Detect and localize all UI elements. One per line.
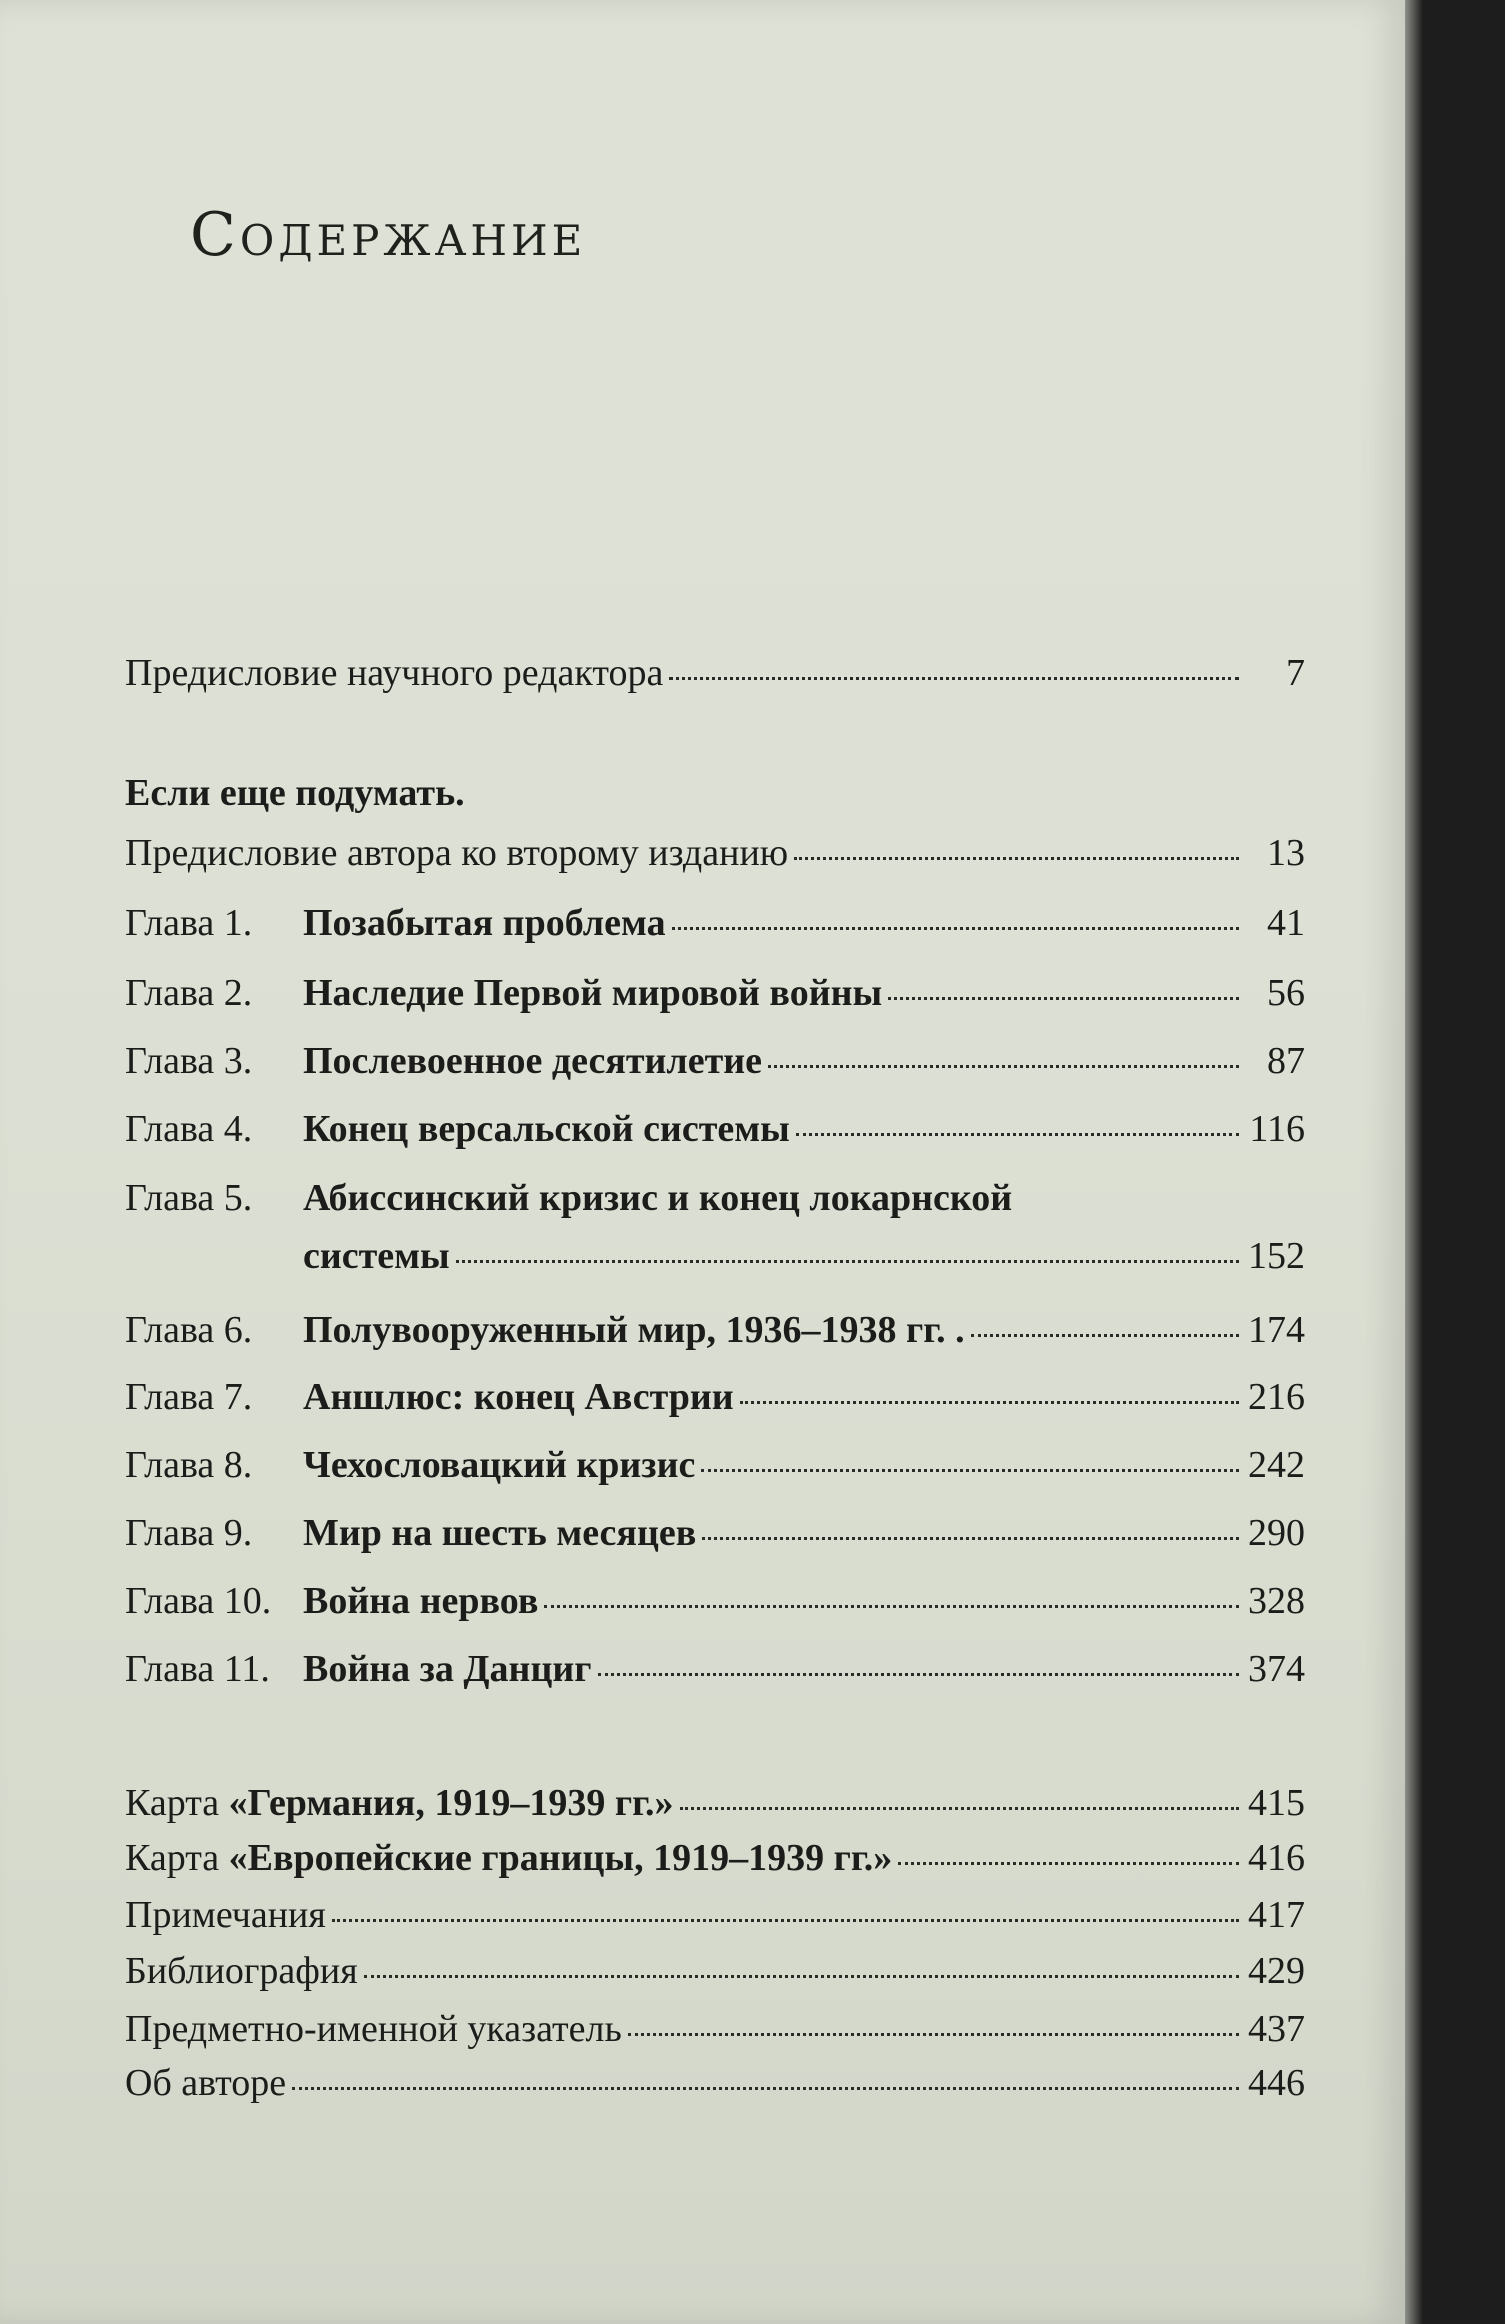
page-number: 416	[1248, 1837, 1305, 1879]
toc-entry-chapter	[125, 970, 1305, 1016]
page-number: 152	[1248, 1235, 1305, 1277]
toc-entry-chapter	[125, 1106, 1305, 1152]
entry-title: Послевоенное десятилетие	[303, 1040, 763, 1082]
entry-title: Предисловие научного редактора	[125, 652, 664, 694]
dot-leader	[888, 997, 1239, 1000]
dot-leader	[598, 1673, 1240, 1676]
dot-leader	[292, 2087, 1239, 2090]
chapter-prefix: Глава 5.	[125, 1177, 253, 1219]
entry-prefix: Карта	[125, 1782, 229, 1824]
dot-leader	[672, 927, 1239, 930]
page-number: 374	[1248, 1648, 1305, 1690]
chapter-prefix: Глава 11.	[125, 1648, 270, 1690]
entry-title: Конец версальской системы	[303, 1108, 790, 1150]
entry-title: «Европейские границы, 1919–1939 гг.»	[228, 1837, 893, 1879]
page-number: 87	[1267, 1040, 1305, 1082]
page-number: 41	[1267, 902, 1305, 944]
entry-title: Чехословацкий кризис	[303, 1444, 696, 1486]
dot-leader	[796, 1133, 1239, 1136]
dot-leader	[544, 1605, 1239, 1608]
dot-leader	[898, 1862, 1239, 1865]
page-number: 116	[1249, 1108, 1305, 1150]
dot-leader	[364, 1975, 1239, 1978]
section-title: Если еще подумать.	[125, 772, 465, 814]
chapter-prefix: Глава 7.	[125, 1376, 253, 1418]
toc-entry-chapter	[125, 1646, 1305, 1692]
entry-title: «Германия, 1919–1939 гг.»	[228, 1782, 674, 1824]
page-number: 216	[1248, 1376, 1305, 1418]
chapter-prefix: Глава 2.	[125, 972, 253, 1014]
dot-leader	[332, 1919, 1239, 1922]
entry-title: Библиография	[125, 1950, 358, 1992]
toc-entry-appendix	[125, 2060, 1305, 2106]
chapter-prefix: Глава 6.	[125, 1309, 253, 1351]
dot-leader	[971, 1334, 1239, 1337]
entry-title: Аншлюс: конец Австрии	[303, 1376, 734, 1418]
entry-title: Полувооруженный мир, 1936–1938 гг. .	[303, 1309, 965, 1351]
dot-leader	[680, 1807, 1239, 1810]
entry-title-line1: Абиссинский кризис и конец локарнской	[303, 1177, 1013, 1219]
entry-title: Об авторе	[125, 2062, 287, 2104]
dot-leader	[628, 2033, 1239, 2036]
dot-leader	[702, 1537, 1239, 1540]
toc-entry-chapter	[125, 1578, 1305, 1624]
page-number: 328	[1248, 1580, 1305, 1622]
entry-title: Позабытая проблема	[303, 902, 666, 944]
toc-entry-chapter	[125, 1510, 1305, 1556]
chapter-prefix: Глава 1.	[125, 902, 253, 944]
toc-entry-appendix	[125, 1892, 1305, 1938]
entry-title: Предисловие автора ко второму изданию	[125, 832, 789, 874]
entry-title: Наследие Первой мировой войны	[303, 972, 883, 1014]
page-edge	[1405, 0, 1423, 2324]
page-number: 417	[1248, 1894, 1305, 1936]
page-number: 446	[1248, 2062, 1305, 2104]
page-number: 290	[1248, 1512, 1305, 1554]
dot-leader	[669, 677, 1239, 680]
dot-leader	[794, 857, 1239, 860]
toc-entry-appendix	[125, 1948, 1305, 1994]
toc-entry-chapter	[125, 1442, 1305, 1488]
entry-title: Война за Данциг	[303, 1648, 592, 1690]
chapter-prefix: Глава 8.	[125, 1444, 253, 1486]
toc-entry-chapter	[125, 900, 1305, 946]
toc-entry-chapter	[125, 1038, 1305, 1084]
toc-entry-intro	[125, 650, 1305, 696]
dot-leader	[701, 1469, 1239, 1472]
page-number: 56	[1267, 972, 1305, 1014]
dot-leader	[768, 1065, 1239, 1068]
toc-entry-chapter	[125, 1307, 1305, 1353]
dot-leader	[740, 1401, 1239, 1404]
page-number: 415	[1248, 1782, 1305, 1824]
chapter-prefix: Глава 3.	[125, 1040, 253, 1082]
dot-leader	[456, 1260, 1239, 1263]
toc-entry-appendix	[125, 2006, 1305, 2052]
chapter-prefix: Глава 4.	[125, 1108, 253, 1150]
page-number: 7	[1286, 652, 1305, 694]
page-number: 242	[1248, 1444, 1305, 1486]
table-of-contents	[125, 650, 1305, 2150]
toc-entry-author-preface	[125, 830, 1305, 876]
entry-title: Предметно-именной указатель	[125, 2008, 622, 2050]
entry-title: Примечания	[125, 1894, 326, 1936]
page-number: 13	[1267, 832, 1305, 874]
entry-title-line2: системы	[303, 1235, 450, 1277]
chapter-prefix: Глава 10.	[125, 1580, 272, 1622]
entry-title: Война нервов	[303, 1580, 539, 1622]
entry-prefix: Карта	[125, 1837, 229, 1879]
page-number: 437	[1248, 2008, 1305, 2050]
toc-entry-chapter-continued	[303, 1233, 1305, 1279]
toc-entry-appendix	[125, 1780, 1305, 1826]
entry-title: Мир на шесть месяцев	[303, 1512, 697, 1554]
toc-entry-chapter	[125, 1175, 1305, 1221]
chapter-prefix: Глава 9.	[125, 1512, 253, 1554]
page-number: 174	[1248, 1309, 1305, 1351]
page-title: Содержание	[190, 200, 587, 270]
page-number: 429	[1248, 1950, 1305, 1992]
toc-entry-appendix	[125, 1835, 1305, 1881]
toc-entry-chapter	[125, 1374, 1305, 1420]
